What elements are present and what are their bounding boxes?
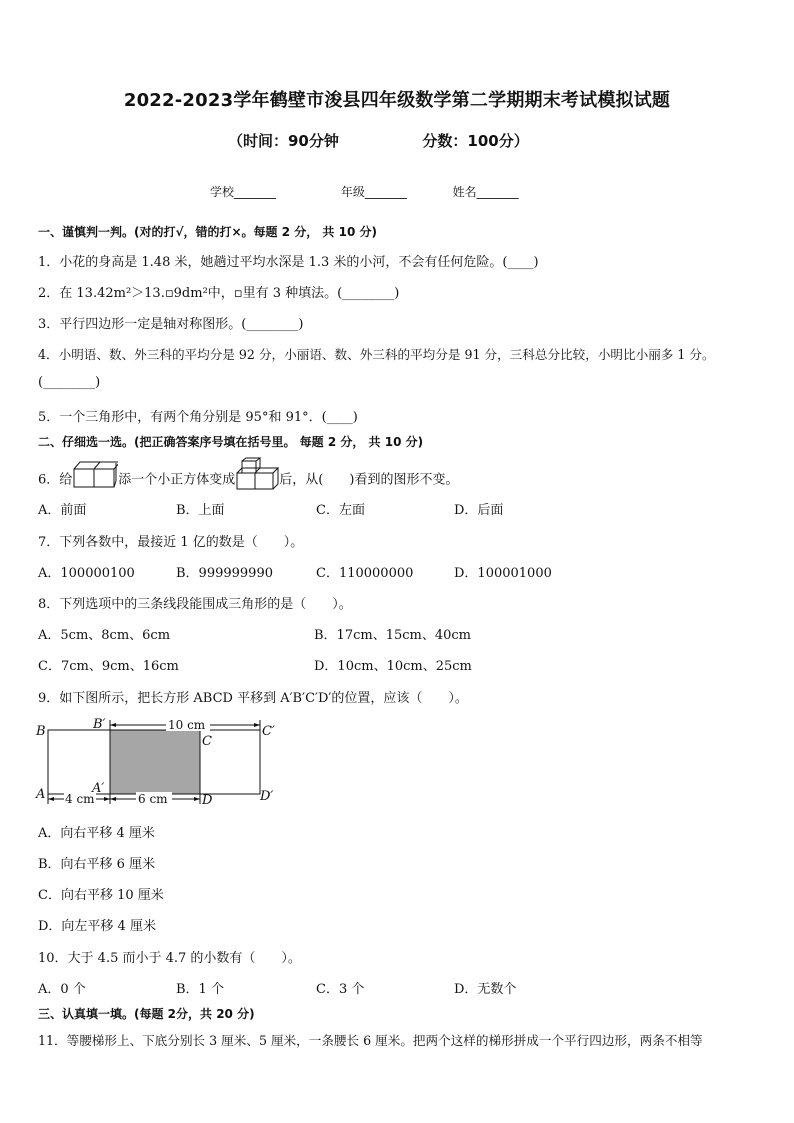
label-b: B [36,724,46,739]
label-a: A [36,787,46,802]
section-1-heading: 一、谨慎判一判。(对的打√，错的打×。每题 2 分， 共 10 分) [38,225,377,239]
q6-option-a[interactable]: A．前面 [38,503,87,518]
question-7: 7．下列各数中，最接近 1 亿的数是（ ）。 [38,535,304,550]
q7-option-c[interactable]: C．110000000 [316,566,414,581]
question-6-part-c: 后，从( )看到的图形不变。 [279,472,459,488]
question-11: 11．等腰梯形上、下底分别长 3 厘米、5 厘米，一条腰长 6 厘米。把两个这样的梯形拼成一个平行四边形，两条不相等 [38,1033,703,1048]
two-cubes-icon [72,459,118,501]
dim-label-10cm: 10 cm [168,718,206,732]
q8-option-b[interactable]: B．17cm、15cm、40cm [314,628,472,643]
question-2: 2．在 13.42m²＞13.▫9dm²中，▫里有 3 种填法。(________) [38,286,400,301]
q6-option-c[interactable]: C．左面 [316,503,365,518]
q10-option-d[interactable]: D．无数个 [454,982,517,997]
question-8: 8．下列选项中的三条线段能围成三角形的是（ ）。 [38,597,352,612]
label-d-prime: D′ [260,789,274,804]
q10-option-a[interactable]: A．0 个 [38,982,86,997]
label-c-prime: C′ [262,724,275,739]
dim-label-4cm: 4 cm [65,792,95,806]
question-1: 1．小花的身高是 1.48 米，她趟过平均水深是 1.3 米的小河，不会有任何危险。(____) [38,255,539,270]
question-4-answer: (________) [38,375,101,390]
question-6 [38,457,458,503]
q8-option-d[interactable]: D．10cm、10cm、25cm [314,659,472,674]
question-5: 5．一个三角形中，有两个角分别是 95°和 91°．(____) [38,410,358,425]
q7-option-d[interactable]: D．100001000 [454,566,552,581]
overlap-rectangle [110,730,200,794]
q6-option-b[interactable]: B．上面 [176,503,225,518]
q10-option-c[interactable]: C．3 个 [316,982,365,997]
three-cubes-icon [235,457,279,503]
question-6-part-b: 添一个小正方体变成 [118,472,236,488]
q9-option-c[interactable]: C．向右平移 10 厘米 [38,888,164,903]
section-3-heading: 三、认真填一填。(每题 2分，共 20 分) [38,1007,255,1021]
question-10: 10．大于 4.5 而小于 4.7 的小数有（ ）。 [38,951,301,966]
q6-option-d[interactable]: D．后面 [454,503,504,518]
time-score-line: （时间：90分钟 分数：100分） [228,132,529,150]
student-info-line: 学校_______ 年级_______ 姓名_______ [210,185,519,199]
q10-option-b[interactable]: B．1 个 [176,982,224,997]
q7-option-b[interactable]: B．999999990 [176,566,273,581]
section-2-heading: 二、仔细选一选。(把正确答案序号填在括号里。 每题 2 分， 共 10 分) [38,435,424,449]
q8-option-c[interactable]: C．7cm、9cm、16cm [38,659,179,674]
q8-option-a[interactable]: A．5cm、8cm、6cm [38,628,171,643]
label-b-prime: B′ [93,717,106,732]
label-a-prime: A′ [92,781,105,796]
translation-figure [34,716,284,810]
exam-title: 2022-2023学年鹤壁市浚县四年级数学第二学期期末考试模拟试题 [123,90,671,111]
question-4: 4．小明语、数、外三科的平均分是 92 分，小丽语、数、外三科的平均分是 91 分，三科总分比较，小明比小丽多 1 分。 [38,347,715,362]
q9-option-b[interactable]: B．向右平移 6 厘米 [38,857,156,872]
label-c: C [202,734,212,749]
dim-label-6cm: 6 cm [138,792,168,806]
question-3: 3．平行四边形一定是轴对称图形。(________) [38,317,304,332]
question-9: 9．如下图所示，把长方形 ABCD 平移到 A′B′C′D′的位置，应该（ ）。 [38,691,468,706]
question-6-part-a: 6．给 [38,472,73,488]
q7-option-a[interactable]: A．100000100 [38,566,135,581]
q9-option-a[interactable]: A．向右平移 4 厘米 [38,826,155,841]
label-d: D [202,793,213,808]
q9-option-d[interactable]: D．向左平移 4 厘米 [38,919,156,934]
